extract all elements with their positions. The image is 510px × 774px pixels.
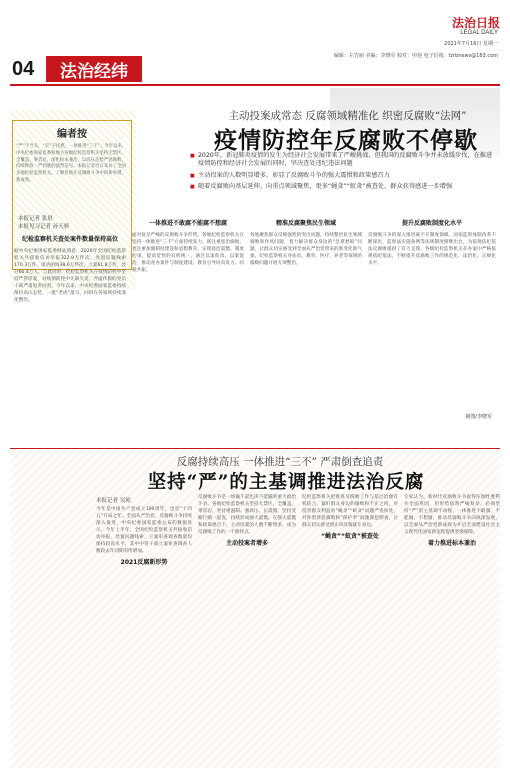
bottom-column-3: [302, 494, 398, 766]
column-text: 纪检监察机关把推进反腐败工作与基层治理有机结合，紧盯群众身边的腐败和不正之风，对侵害群众利益的“蝇贪”“蚁贪”问题严查快处，对涉黑涉恶腐败和“保护伞”问题深挖彻查，让群众切实感受到正风反腐就在身边。: [302, 495, 398, 528]
page-header: [0, 0, 510, 82]
top-summary: [190, 152, 495, 195]
column-text: 各地聚焦群众反映强烈的突出问题，持续整治民生领域腐败和作风问题，着力解决群众身边的“急难愁盼”问题，让群众切实感受到全面从严治党带来的新变化新气象。纪检监察机关对扶贫、教育、医疗、养老等领域的腐败问题开展专项整治。: [250, 233, 362, 266]
header-rule: [10, 84, 500, 86]
bottom-kicker: 反腐持续高压 一体推进“三不” 严肃倒查追责: [176, 456, 384, 468]
editors-line: 编辑：左岩丽 美编：李晓军 校对：申迎 电子信箱：fzrbnews@163.com: [333, 53, 498, 59]
top-column-4: [368, 216, 496, 410]
top-column-3: [250, 216, 362, 442]
column-subhead: 一体推进不敢腐不能腐不想腐: [148, 220, 227, 227]
column-subhead: “蝇贪”“蚁贪”被查处: [321, 533, 379, 540]
editor-note-title: 编者按: [57, 129, 87, 140]
summary-item: ■ 主动投案的人数明显增多，彰显了反腐败斗争的强大震慑和政策感召力: [190, 172, 495, 180]
column-text: 面对复杂严峻的反腐败斗争形势，各地纪检监察机关在坚持一体推进“三不”方面持续发力，既注重惩治腐败，也注重加强制度建设和思想教育，实现惩治震慑、制度约束、提高觉悟的有机统一。通过以案促改、以案促治，推动查办案件与制度建设、教育引导同向发力、同频共振。: [132, 233, 244, 273]
column-subhead: 着力推进标本兼治: [427, 540, 476, 547]
editor-note-text: “严”字当头，“实”字托底，一体推进“三不”。今年以来，中央纪委国家监委和地方各级纪检监察机关坚持无禁区、全覆盖、零容忍，深化标本兼治，以高压态势严惩腐败，持续释放一严到底的强烈信号。本报记者近日采访了全国多地纪检监察机关，了解各地在反腐败斗争中的新举措、新成效。: [16, 144, 127, 183]
bottom-column-2: [198, 494, 296, 766]
bottom-column-4: [404, 494, 500, 766]
section-badge: 法治经纬: [46, 56, 142, 82]
dateline: 2021年7月16日 星期一: [444, 41, 498, 47]
column-text: 今年是中国共产党成立100周年，也是“十四五”开局之年。全面从严治党、反腐败斗争持续深入推进，中央纪委国家监委公布的数据显示，今年上半年，全国纪检监察机关共接收信访举报、处置问题线索、立案审查调查数量均保持较高水平，其中中管干部立案审查调查人数较去年同期有所增加。: [96, 507, 192, 554]
bottom-column-1: [96, 506, 192, 766]
top-headline: 疫情防控年反腐败不停歇: [214, 127, 478, 154]
top-column-2: [132, 216, 244, 442]
column-subhead: 主动投案者增多: [225, 540, 268, 547]
column-text: 反腐败斗争是一场输不起也决不能输的重大政治斗争。各地纪检监察机关坚持无禁区、全覆盖、零容忍，坚持重遏制、强高压、长震慑，坚持受贿行贿一起查，持续形成强大震慑。在强大震慑和政策感召下，主动投案的人数不断增多，成为反腐败工作的一个新特点。: [198, 495, 296, 535]
top-kicker: 主动投案成常态 反腐领域精准化 织密反腐败“法网”: [228, 110, 467, 122]
column-subhead: 2021反腐新形势: [120, 559, 168, 566]
newspaper-logo: 法治日报: [451, 16, 500, 30]
column-text: 反腐败斗争的深入推进离不开制度保障。国家监察体制改革不断深化，监察法实施条例等法规制度相继出台，为依规依纪依法反腐败提供了有力支撑。各级纪检监察机关在办案中严格依规依纪依法，不断提升反腐败工作的规范化、法治化、正规化水平。: [368, 233, 496, 266]
page-number: 04: [12, 58, 35, 80]
top-byline-b: 本报见习记者 孙天骄: [18, 224, 70, 230]
top-byline-a: 本报记者 张晨: [18, 216, 53, 222]
top-column-1: [14, 232, 126, 442]
bottom-headline: 坚持“严”的主基调推进法治反腐: [147, 472, 425, 493]
column-text: 专家认为，新时代反腐败斗争取得压倒性胜利并全面巩固，但形势依然严峻复杂。必须坚持“严”的主基调不动摇，一体推进不敢腐、不能腐、不想腐，推动反腐败斗争向纵深发展，以全面从严治党新成效为开启全面建设社会主义现代化国家新征程提供坚强保障。: [404, 495, 500, 535]
summary-item: ■ 2020年，新冠肺炎疫情的发生为经济社会发展带来了严峻挑战，但我国的反腐败斗争并未放缓步伐，在推进疫情防控和经济社会发展的同时，坚决查处违纪违法问题: [190, 152, 495, 169]
graphic-credit: 制图/李晓军: [465, 414, 492, 420]
newspaper-english-name: LEGAL DAILY: [460, 30, 498, 36]
column-subhead: 精准反腐聚焦民生领域: [275, 220, 336, 227]
bottom-byline: 本报记者 吴琼: [96, 498, 131, 504]
mid-rule: [10, 448, 500, 449]
column-subhead: 提升反腐败制度化水平: [401, 220, 462, 227]
column-text: 据中央纪委国家监委网站消息，2020年全国纪检监察机关共接收信访举报322.9万件次，处置问题线索170.3万件，谈话函询38.6万件次，立案61.8万件，处分60.4万人。与此同时，纪检监察机关在疫情防控中坚持严管厚爱，对疫情防控中失职失责、弄虚作假的党员干部严肃追责问责。今年以来，中央纪委国家监委持续保持高压态势，一批“老虎”落马，同时在各领域持续深化整治。: [14, 249, 126, 303]
summary-item: ■ 随着反腐败向基层延伸、向重点领域聚焦，更多“蝇贪”“蚁贪”被查处，群众获得感进一步增强: [190, 183, 495, 191]
column-subhead: 纪检监察机关查处案件数量保持高位: [21, 236, 118, 243]
